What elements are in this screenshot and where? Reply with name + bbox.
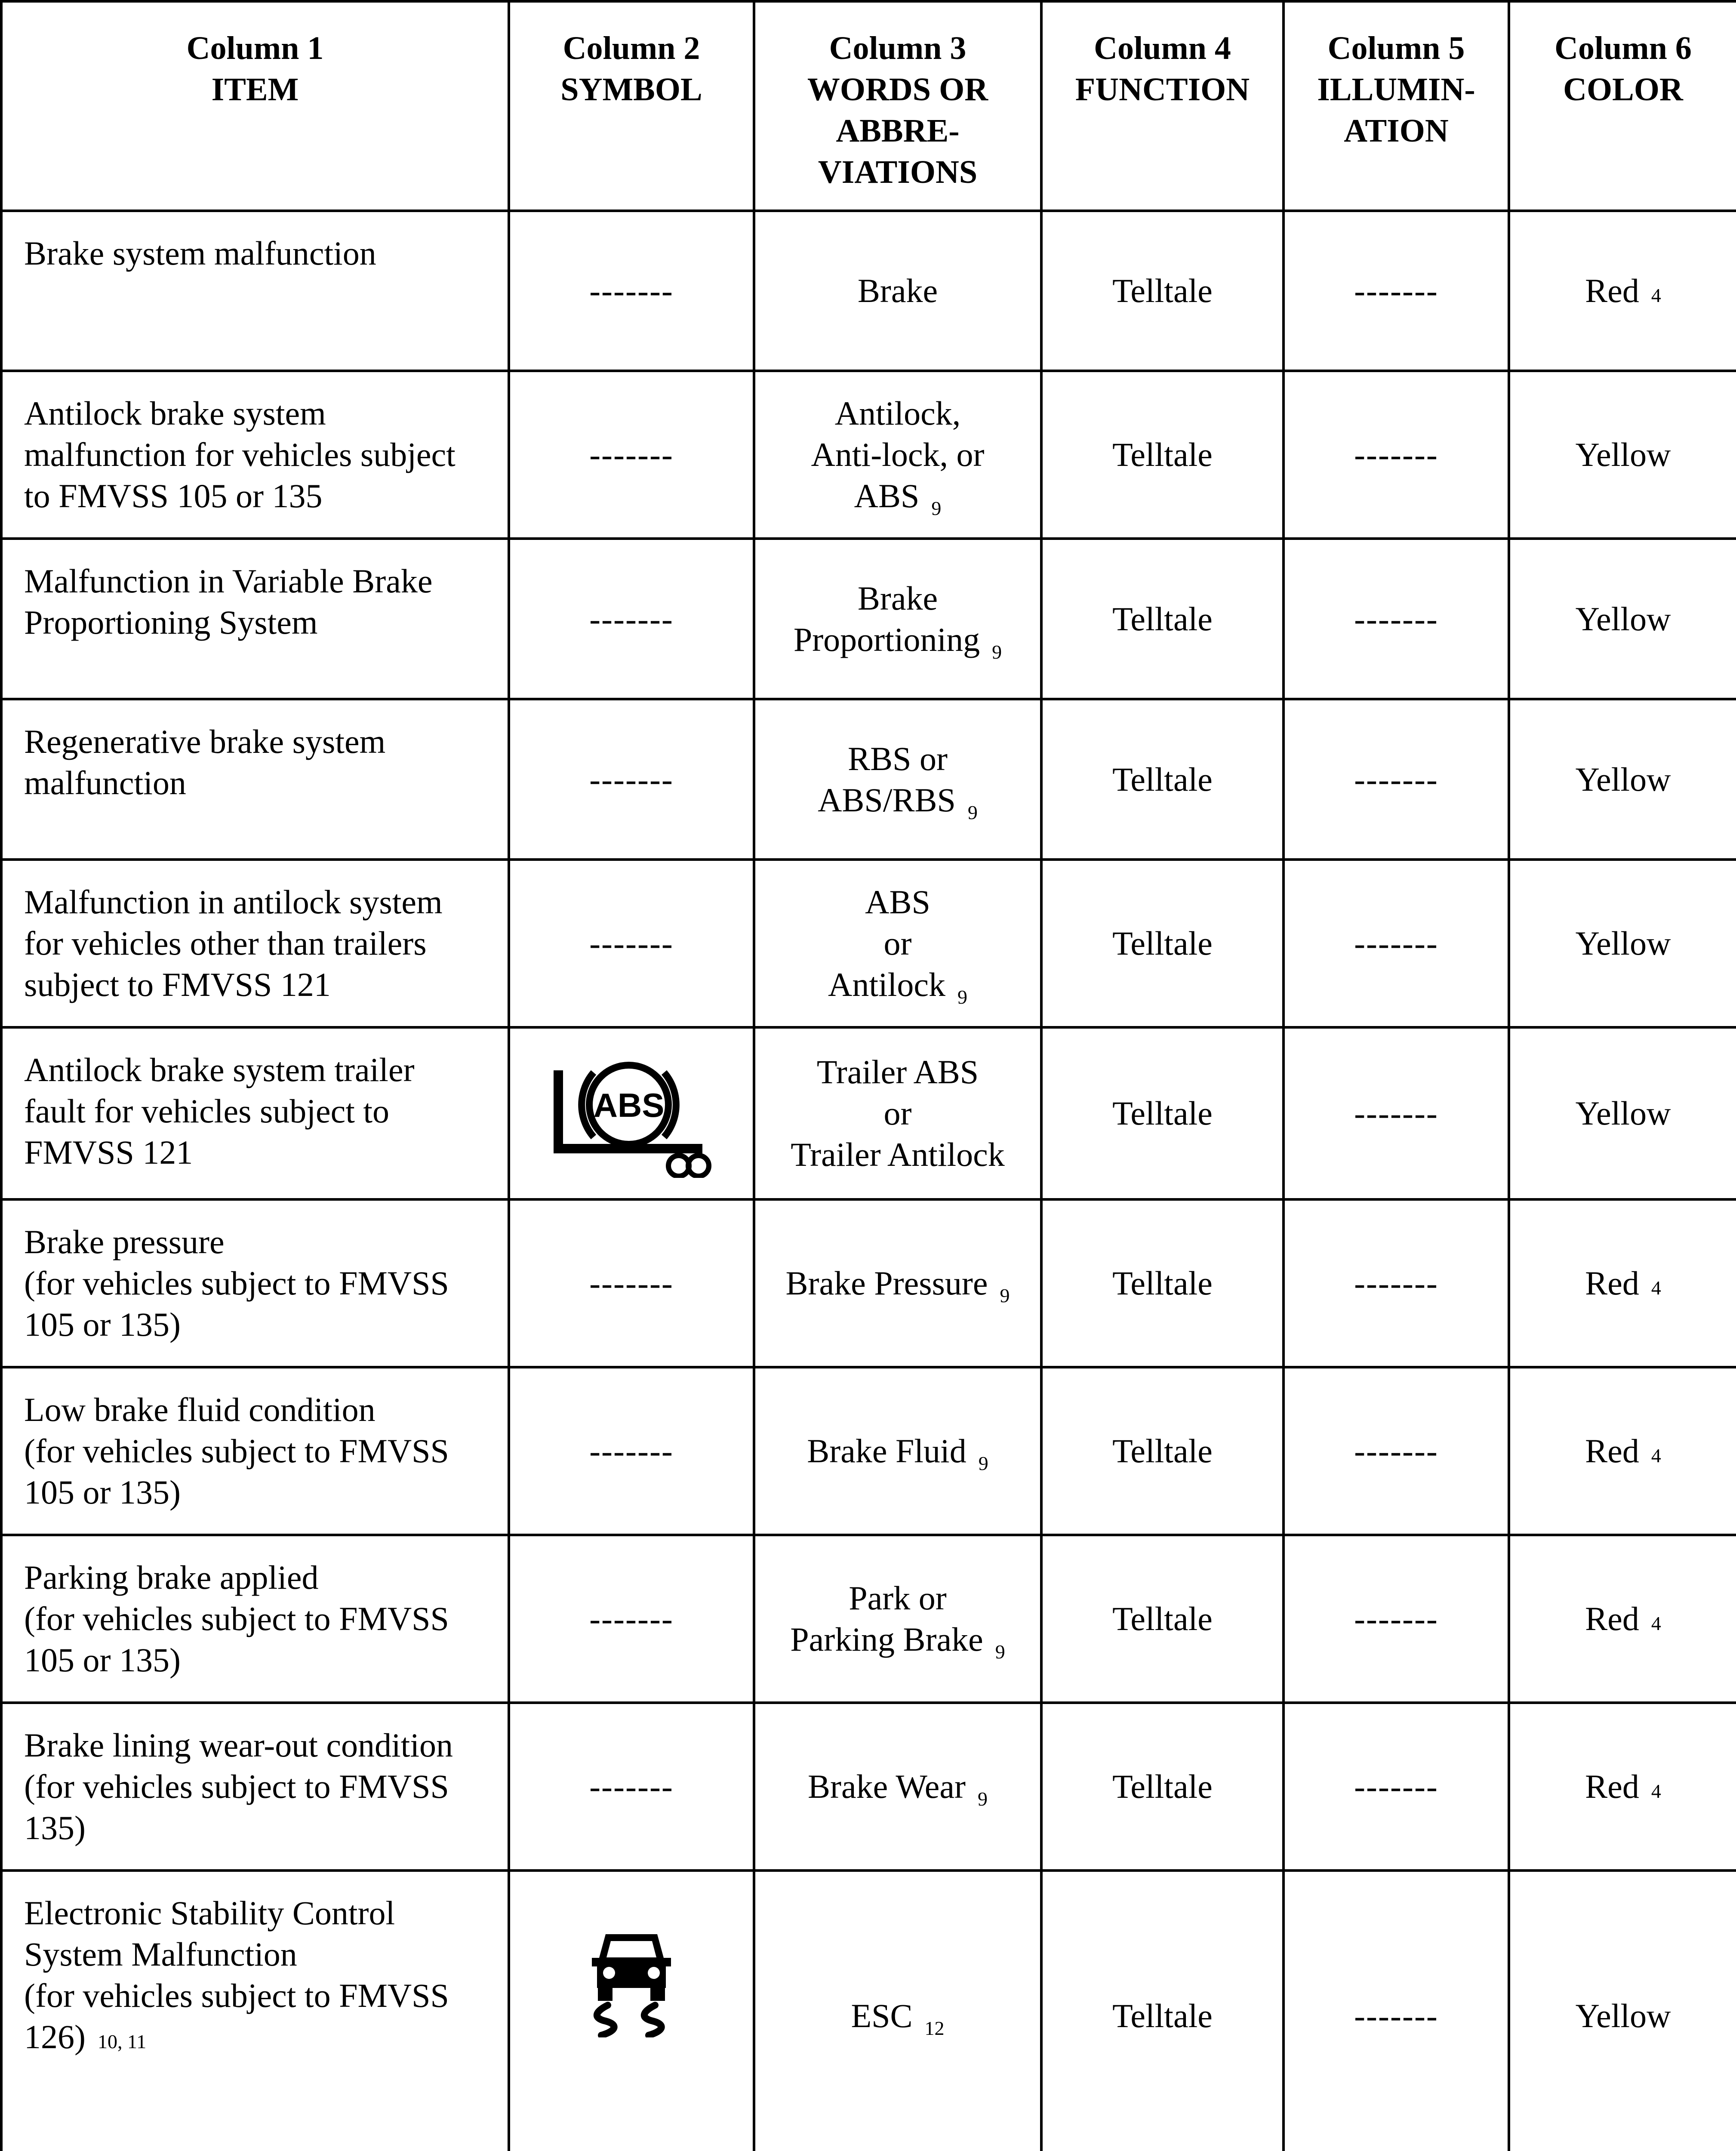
illumination-cell: ------- xyxy=(1284,1535,1509,1703)
table-row xyxy=(1,1367,1736,1535)
illumination-cell: ------- xyxy=(1284,371,1509,539)
footnote-ref: 9 xyxy=(931,497,942,519)
words-cell: ABS or Antilock $_9$ xyxy=(754,860,1041,1027)
symbol-cell: ------- xyxy=(509,1367,754,1535)
header-column-4: Column 4 FUNCTION xyxy=(1041,1,1284,211)
symbol-cell: ------- xyxy=(509,539,754,699)
color-cell: Red $^4$ xyxy=(1509,1703,1736,1871)
item-cell: Regenerative brake system malfunction xyxy=(1,699,509,860)
trailer-abs-icon xyxy=(541,1049,722,1178)
words-cell: Brake Proportioning $_9$ xyxy=(754,539,1041,699)
table-row xyxy=(1,1703,1736,1871)
illumination-cell: ------- xyxy=(1284,1199,1509,1367)
footnote-ref: 12 xyxy=(924,2017,945,2039)
table-row xyxy=(1,539,1736,699)
color-cell: Yellow xyxy=(1509,699,1736,860)
footnote-ref: 10, 11 xyxy=(97,2031,147,2052)
esc-skid-car-icon xyxy=(576,1926,687,2037)
footnote-ref: 9 xyxy=(992,641,1002,663)
color-cell: Yellow xyxy=(1509,539,1736,699)
illumination-cell: ------- xyxy=(1284,1703,1509,1871)
footnote-ref: 9 xyxy=(957,986,967,1008)
function-cell: Telltale xyxy=(1041,860,1284,1027)
function-cell: Telltale xyxy=(1041,1367,1284,1535)
function-cell: Telltale xyxy=(1041,1199,1284,1367)
illumination-cell: ------- xyxy=(1284,860,1509,1027)
color-cell: Yellow xyxy=(1509,860,1736,1027)
symbol-cell: ------- xyxy=(509,371,754,539)
item-cell: Antilock brake system trailer fault for vehicles subject to FMVSS 121 xyxy=(1,1027,509,1199)
footnote-ref: 4 xyxy=(1651,1445,1661,1467)
symbol-cell: ------- xyxy=(509,699,754,860)
symbol-cell: ------- xyxy=(509,211,754,371)
footnote-ref: 9 xyxy=(1000,1285,1010,1307)
item-cell: Parking brake applied (for vehicles subject to FMVSS 105 or 135) xyxy=(1,1535,509,1703)
color-cell: Red $^4$ xyxy=(1509,1535,1736,1703)
function-cell: Telltale xyxy=(1041,699,1284,860)
symbol-cell: ------- xyxy=(509,1703,754,1871)
item-cell: Malfunction in Variable Brake Proportioning System xyxy=(1,539,509,699)
color-cell: Red $^4$ xyxy=(1509,1367,1736,1535)
item-cell: Brake pressure (for vehicles subject to FMVSS 105 or 135) xyxy=(1,1199,509,1367)
footnote-ref: 4 xyxy=(1651,284,1661,306)
footnote-ref: 9 xyxy=(978,1452,988,1474)
words-cell: Park or Parking Brake $_9$ xyxy=(754,1535,1041,1703)
illumination-cell: ------- xyxy=(1284,1871,1509,2151)
function-cell: Telltale xyxy=(1041,1535,1284,1703)
table-row xyxy=(1,1199,1736,1367)
illumination-cell: ------- xyxy=(1284,1027,1509,1199)
item-cell: Antilock brake system malfunction for vehicles subject to FMVSS 105 or 135 xyxy=(1,371,509,539)
color-cell: Red $^4$ xyxy=(1509,1199,1736,1367)
illumination-cell: ------- xyxy=(1284,699,1509,860)
table-row xyxy=(1,1027,1736,1199)
table-row xyxy=(1,371,1736,539)
footnote-ref: 9 xyxy=(967,801,978,823)
footnote-ref: 9 xyxy=(995,1641,1005,1663)
header-column-1: Column 1 ITEM xyxy=(1,1,509,211)
item-cell: Brake lining wear-out condition (for vehicles subject to FMVSS 135) xyxy=(1,1703,509,1871)
words-cell: Brake Wear $_9$ xyxy=(754,1703,1041,1871)
symbol-cell: ------- xyxy=(509,1199,754,1367)
function-cell: Telltale xyxy=(1041,1027,1284,1199)
illumination-cell: ------- xyxy=(1284,539,1509,699)
function-cell: Telltale xyxy=(1041,1703,1284,1871)
words-cell: ESC $_{12}$ xyxy=(754,1871,1041,2151)
footnote-ref: 9 xyxy=(977,1788,988,1810)
header-column-5: Column 5 ILLUMIN- ATION xyxy=(1284,1,1509,211)
words-cell: RBS or ABS/RBS $_9$ xyxy=(754,699,1041,860)
footnote-ref: 4 xyxy=(1651,1277,1661,1299)
header-column-2: Column 2 SYMBOL xyxy=(509,1,754,211)
color-cell: Red $^4$ xyxy=(1509,211,1736,371)
footnote-ref: 4 xyxy=(1651,1612,1661,1634)
item-cell: Malfunction in antilock system for vehicles other than trailers subject to FMVSS 121 xyxy=(1,860,509,1027)
function-cell: Telltale xyxy=(1041,1871,1284,2151)
svg-text:ABS: ABS xyxy=(593,1086,665,1124)
function-cell: Telltale xyxy=(1041,371,1284,539)
item-cell: Electronic Stability Control System Malfunction (for vehicles subject to FMVSS 126) $^{10, 11}$ xyxy=(1,1871,509,2151)
table-row xyxy=(1,699,1736,860)
item-cell: Brake system malfunction xyxy=(1,211,509,371)
symbol-cell: ------- xyxy=(509,1535,754,1703)
words-cell: Antilock, Anti-lock, or ABS $_9$ xyxy=(754,371,1041,539)
table-row xyxy=(1,1871,1736,2151)
footnote-ref: 4 xyxy=(1651,1780,1661,1802)
table-row xyxy=(1,1535,1736,1703)
header-column-6: Column 6 COLOR xyxy=(1509,1,1736,211)
symbol-cell: ------- xyxy=(509,860,754,1027)
illumination-cell: ------- xyxy=(1284,211,1509,371)
item-cell: Low brake fluid condition (for vehicles subject to FMVSS 105 or 135) xyxy=(1,1367,509,1535)
symbol-cell xyxy=(509,1871,754,2151)
table-row xyxy=(1,860,1736,1027)
header-column-3: Column 3 WORDS OR ABBRE- VIATIONS xyxy=(754,1,1041,211)
color-cell: Yellow xyxy=(1509,371,1736,539)
color-cell: Yellow xyxy=(1509,1027,1736,1199)
words-cell: Trailer ABS or Trailer Antilock xyxy=(754,1027,1041,1199)
words-cell: Brake Pressure $_9$ xyxy=(754,1199,1041,1367)
words-cell: Brake Fluid $_9$ xyxy=(754,1367,1041,1535)
function-cell: Telltale xyxy=(1041,211,1284,371)
illumination-cell: ------- xyxy=(1284,1367,1509,1535)
header-row xyxy=(1,1,1736,211)
symbol-cell xyxy=(509,1027,754,1199)
color-cell: Yellow xyxy=(1509,1871,1736,2151)
table-row xyxy=(1,211,1736,371)
function-cell: Telltale xyxy=(1041,539,1284,699)
words-cell: Brake xyxy=(754,211,1041,371)
